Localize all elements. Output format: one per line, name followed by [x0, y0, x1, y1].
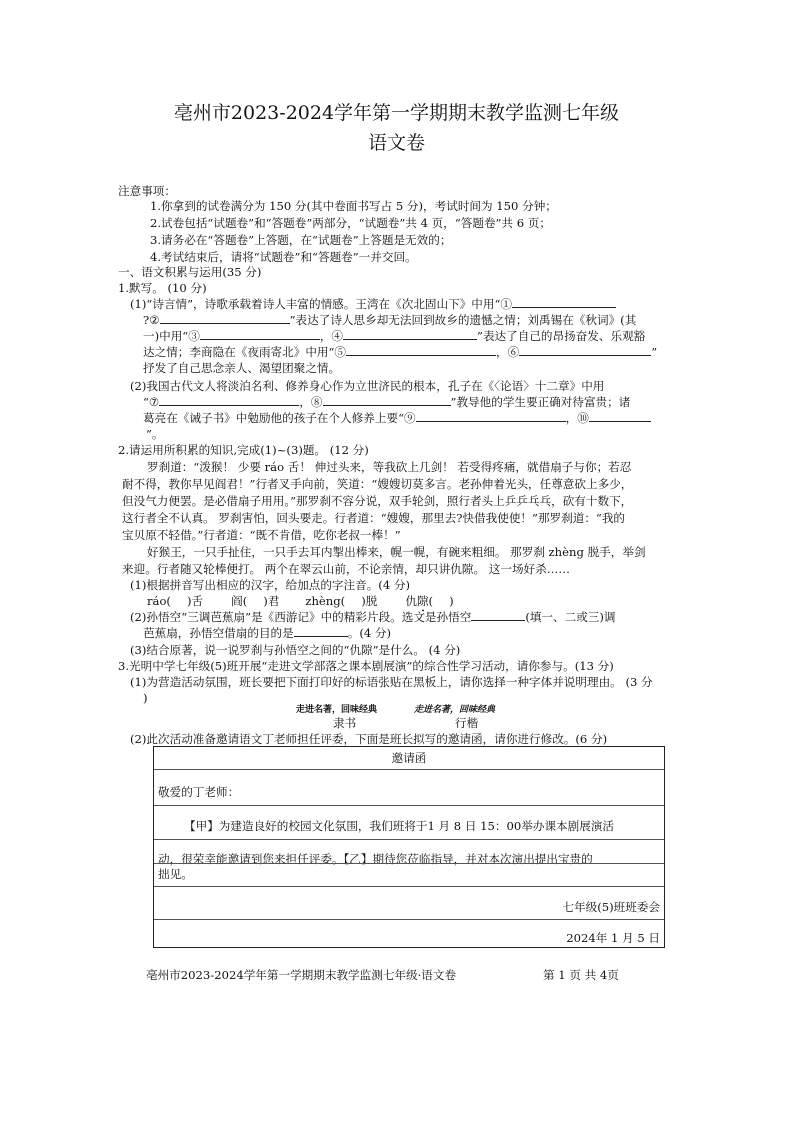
letter-greeting: 敬爱的丁老师： [158, 785, 240, 799]
q3-sub1-line2: ) [143, 691, 148, 705]
notice-item-3: 3.请务必在“答题卷”上答题，在“试题卷”上答题是无效的； [150, 233, 452, 247]
font-label-lishu: 隶书 [333, 716, 357, 730]
letter-body-line-2: 动，很荣幸能邀请到您来担任评委。【乙】期待您莅临指导，并对本次演出提出宝贵的 [158, 852, 593, 866]
letter-rule [154, 805, 664, 806]
blank-10[interactable] [589, 409, 651, 422]
letter-date: 2024年 1 月 5 日 [566, 931, 660, 945]
q1-p1-line3: 一)中用“③ ，④ ”表达了自己的昂扬奋发、乐观豁 [143, 329, 646, 343]
q2-passage-line-4: 这行者全不认真。 罗刹害怕，回头要走。行者道：“嫂嫂，那里去?快借我使使！”那罗刹道：“我的 [122, 511, 626, 525]
blank-purpose[interactable] [294, 624, 348, 637]
q1-p2-line3: 葛亮在《诫子书》中勉励他的孩子在个人修养上要“⑨ ，⑩ [143, 409, 651, 428]
q1-p2-line1: (2)我国古代文人将淡泊名利、修养身心作为立世济民的根本，孔子在《〈论语〉十二章》中用 [130, 379, 605, 393]
blank-7[interactable] [159, 393, 299, 406]
q2-sub2-line2: 芭蕉扇，孙悟空借扇的目的是 。(4 分) [143, 626, 392, 640]
letter-rule [154, 886, 664, 887]
blank-8[interactable] [323, 393, 451, 406]
letter-rule [154, 863, 664, 864]
notice-item-4: 4.考试结束后，请将“试题卷”和“答题卷”一并交回。 [150, 250, 417, 264]
q1-p2-line2: “⑦ ，⑧ ”教导他的学生要正确对待富贵；诸 [143, 395, 631, 409]
invitation-letter-box [153, 746, 665, 948]
slogan-xingkai: 走进名著，回味经典 [414, 705, 496, 715]
letter-body-line-3: 拙见。 [158, 867, 193, 881]
footer-title: 亳州市2023-2024学年第一学期期末教学监测七年级·语文卷 [146, 968, 457, 982]
letter-rule [154, 769, 664, 770]
q2-passage-line-7: 来迎。行者随又轮棒便打。 两个在翠云山前，不论亲情，却只讲仇隙。 这一场好杀…… [122, 562, 570, 576]
letter-title: 邀请函 [391, 751, 427, 765]
exam-subtitle: 语文卷 [367, 132, 425, 154]
q3-heading: 3.光明中学七年级(5)班开展“走进文学部落之课本剧展演”的综合性学习活动，请你参与。(13 分) [118, 659, 614, 673]
q2-sub1-items: ráo( )舌 阎( )君 zhèng( )脱 仇隙( ) [147, 594, 454, 608]
blank-5[interactable] [346, 343, 496, 356]
q1-p1-line1: (1)“诗言情”，诗歌承载着诗人丰富的情感。王湾在《次北固山下》中用“① [130, 295, 616, 314]
q1-p2-line4: ”。 [146, 427, 164, 441]
exam-title: 亳州市2023-2024学年第一学期期末教学监测七年级 [173, 102, 620, 124]
q2-passage-line-2: 耐不得，教你早见阎君！”行者叉手向前，笑道：“嫂嫂切莫多言。老孙伸着光头，任尊意砍上多少， [122, 477, 633, 491]
letter-body-line-1: 【甲】为建造良好的校园文化氛围，我们班将于1 月 8 日 15：00举办课本剧展演活 [184, 819, 615, 833]
q1-p1-line4: 达之情；李商隐在《夜雨寄北》中用“⑤ ，⑥ ” [143, 345, 658, 359]
letter-rule [154, 839, 664, 840]
letter-signature: 七年级(5)班班委会 [562, 900, 660, 914]
notice-item-1: 1.你拿到的试卷满分为 150 分(其中卷面书写占 5 分)，考试时间为 150 分钟； [150, 199, 557, 213]
q2-sub1-heading: (1)根据拼音写出相应的汉字，给加点的字注音。(4 分) [130, 578, 411, 592]
blank-9[interactable] [416, 409, 566, 422]
blank-2[interactable] [160, 311, 290, 324]
blank-1[interactable] [512, 295, 616, 308]
q2-passage-line-3: 但没气力便罢。是必借扇子用用。”那罗刹不容分说，双手轮剑，照行者头上乒乒乓乓，砍有十数下， [122, 494, 633, 508]
notice-item-2: 2.试卷包括“试题卷”和“答题卷”两部分，“试题卷”共 4 页，“答题卷”共 6 页； [150, 216, 552, 230]
blank-6[interactable] [519, 343, 651, 356]
q2-passage-line-5: 宝贝原不轻借。”行者道：“既不肯借，吃你老叔一棒！” [122, 528, 401, 542]
blank-round[interactable] [471, 608, 525, 621]
q1-p1-line2: ?② ”表达了诗人思乡却无法回到故乡的遗憾之情；刘禹锡在《秋词》(其 [143, 313, 637, 327]
footer-page-number: 第 1 页 共 4页 [543, 968, 619, 982]
letter-rule [154, 919, 664, 920]
font-label-xingkai: 行楷 [455, 716, 479, 730]
q3-sub2: (2)此次活动准备邀请语文丁老师担任评委，下面是班长拟写的邀请函，请你进行修改。(6 分) [130, 732, 608, 746]
slogan-lishu: 走进名著，回味经典 [296, 705, 378, 715]
q1-heading: 1.默写。 (10 分) [118, 281, 207, 295]
q2-passage-line-6: 好猴王，一只手扯住，一只手去耳内掣出棒来，幌一幌，有碗来粗细。 那罗刹 zhèng 脱手，举剑 [147, 545, 646, 559]
q1-p1-line5: 抒发了自己思念亲人、渴望团聚之情。 [143, 361, 341, 375]
section-1-heading: 一、语文积累与运用(35 分) [118, 265, 262, 279]
q3-sub1-line1: (1)为营造活动氛围，班长要把下面打印好的标语张贴在黑板上，请你选择一种字体并说明理由。 (3 分 [130, 675, 653, 689]
blank-3[interactable] [200, 327, 320, 340]
q2-sub2-line1: (2)孙悟空“三调芭蕉扇”是《西游记》中的精彩片段。选文是孙悟空 (填一、二或三)调 [130, 610, 616, 624]
q2-heading: 2.请运用所积累的知识,完成(1)~(3)题。 (12 分) [118, 443, 369, 457]
q2-sub3: (3)结合原著，说一说罗刹与孙悟空之间的“仇隙”是什么。 (4 分) [130, 643, 461, 657]
notice-heading: 注意事项： [118, 184, 176, 198]
blank-4[interactable] [343, 327, 477, 340]
q2-passage-line-1: 罗刹道：“泼猴！ 少要 ráo 舌！ 伸过头来，等我砍上几剑！ 若受得疼痛，就借扇子与你；若忍 [147, 460, 632, 474]
